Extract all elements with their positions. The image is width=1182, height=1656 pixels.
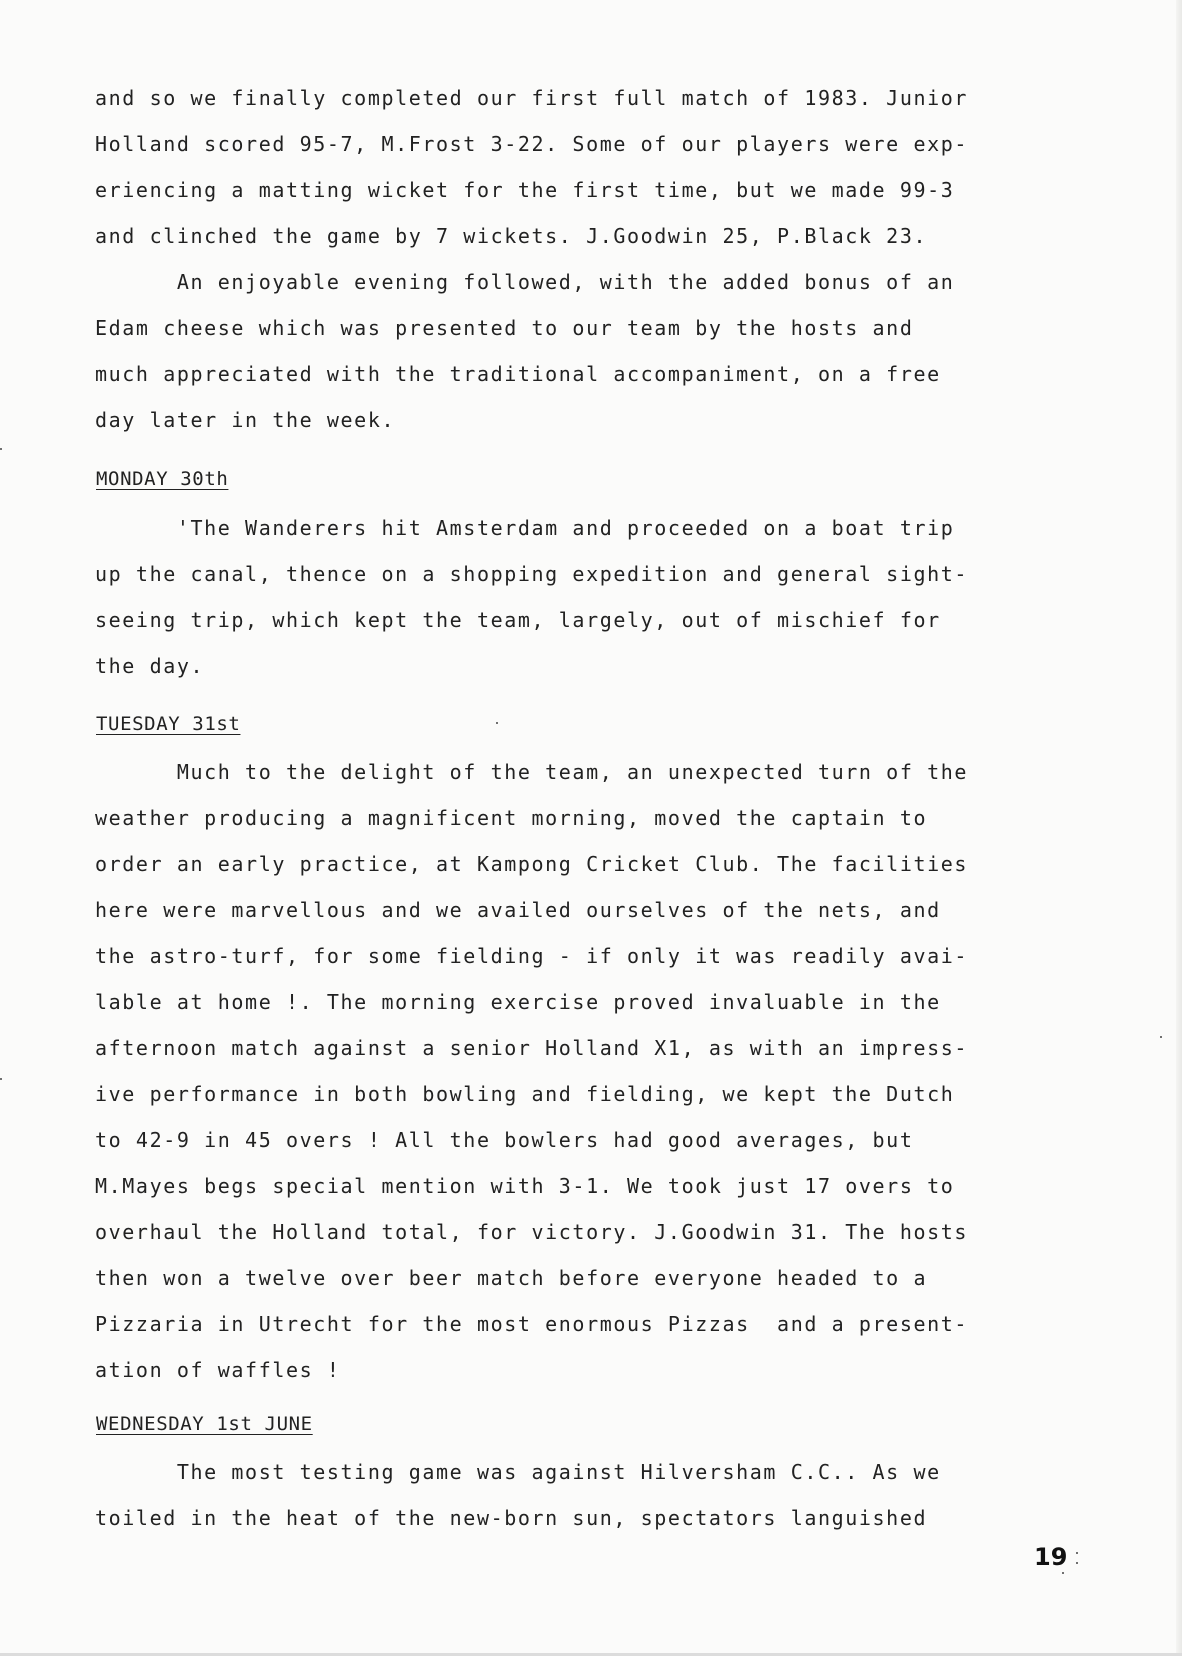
text-line: much appreciated with the traditional accompaniment, on a free <box>95 362 941 386</box>
text-line: up the canal, thence on a shopping expedition and general sight- <box>95 562 969 586</box>
text-line: Edam cheese which was presented to our team by the hosts and <box>95 316 914 340</box>
page-edge-shadow <box>1176 0 1182 1656</box>
page-number: 19 <box>1034 1543 1068 1571</box>
text-line: order an early practice, at Kampong Cricket Club. The facilities <box>95 852 969 876</box>
text-line: Much to the delight of the team, an unexpected turn of the <box>95 760 969 784</box>
scan-speck <box>0 448 2 450</box>
section-heading-wednesday: WEDNESDAY 1st JUNE <box>96 1413 313 1435</box>
scan-speck <box>1076 1552 1078 1554</box>
text-line: seeing trip, which kept the team, largely, out of mischief for <box>95 608 941 632</box>
text-line: and clinched the game by 7 wickets. J.Goodwin 25, P.Black 23. <box>95 224 928 248</box>
text-line: Holland scored 95-7, M.Frost 3-22. Some of our players were exp- <box>95 132 969 156</box>
scan-speck <box>0 1078 2 1080</box>
text-line: here were marvellous and we availed ourselves of the nets, and <box>95 898 941 922</box>
text-line: weather producing a magnificent morning, moved the captain to <box>95 806 928 830</box>
text-line: then won a twelve over beer match before everyone headed to a <box>95 1266 928 1290</box>
section-heading-monday: MONDAY 30th <box>96 468 229 490</box>
scan-speck <box>1160 1036 1162 1038</box>
text-line: Pizzaria in Utrecht for the most enormous Pizzas and a present- <box>95 1312 969 1336</box>
text-line: The most testing game was against Hilversham C.C.. As we <box>95 1460 941 1484</box>
scan-speck <box>496 722 498 724</box>
scan-speck <box>1062 1572 1064 1574</box>
text-line: toiled in the heat of the new-born sun, spectators languished <box>95 1506 928 1530</box>
text-line: the astro-turf, for some fielding - if only it was readily avai- <box>95 944 969 968</box>
section-heading-tuesday: TUESDAY 31st <box>96 713 241 735</box>
text-line: to 42-9 in 45 overs ! All the bowlers had good averages, but <box>95 1128 914 1152</box>
text-line: the day. <box>95 654 205 678</box>
scan-speck <box>1076 1562 1078 1564</box>
text-line: ive performance in both bowling and fielding, we kept the Dutch <box>95 1082 955 1106</box>
text-line: overhaul the Holland total, for victory. J.Goodwin 31. The hosts <box>95 1220 969 1244</box>
text-line: eriencing a matting wicket for the first time, but we made 99-3 <box>95 178 955 202</box>
text-line: day later in the week. <box>95 408 396 432</box>
text-line: afternoon match against a senior Holland X1, as with an impress- <box>95 1036 969 1060</box>
text-line: ation of waffles ! <box>95 1358 341 1382</box>
text-line: M.Mayes begs special mention with 3-1. We took just 17 overs to <box>95 1174 955 1198</box>
text-line: lable at home !. The morning exercise proved invaluable in the <box>95 990 941 1014</box>
text-line: and so we finally completed our first full match of 1983. Junior <box>95 86 969 110</box>
text-line: 'The Wanderers hit Amsterdam and proceeded on a boat trip <box>95 516 955 540</box>
text-line: An enjoyable evening followed, with the added bonus of an <box>95 270 955 294</box>
